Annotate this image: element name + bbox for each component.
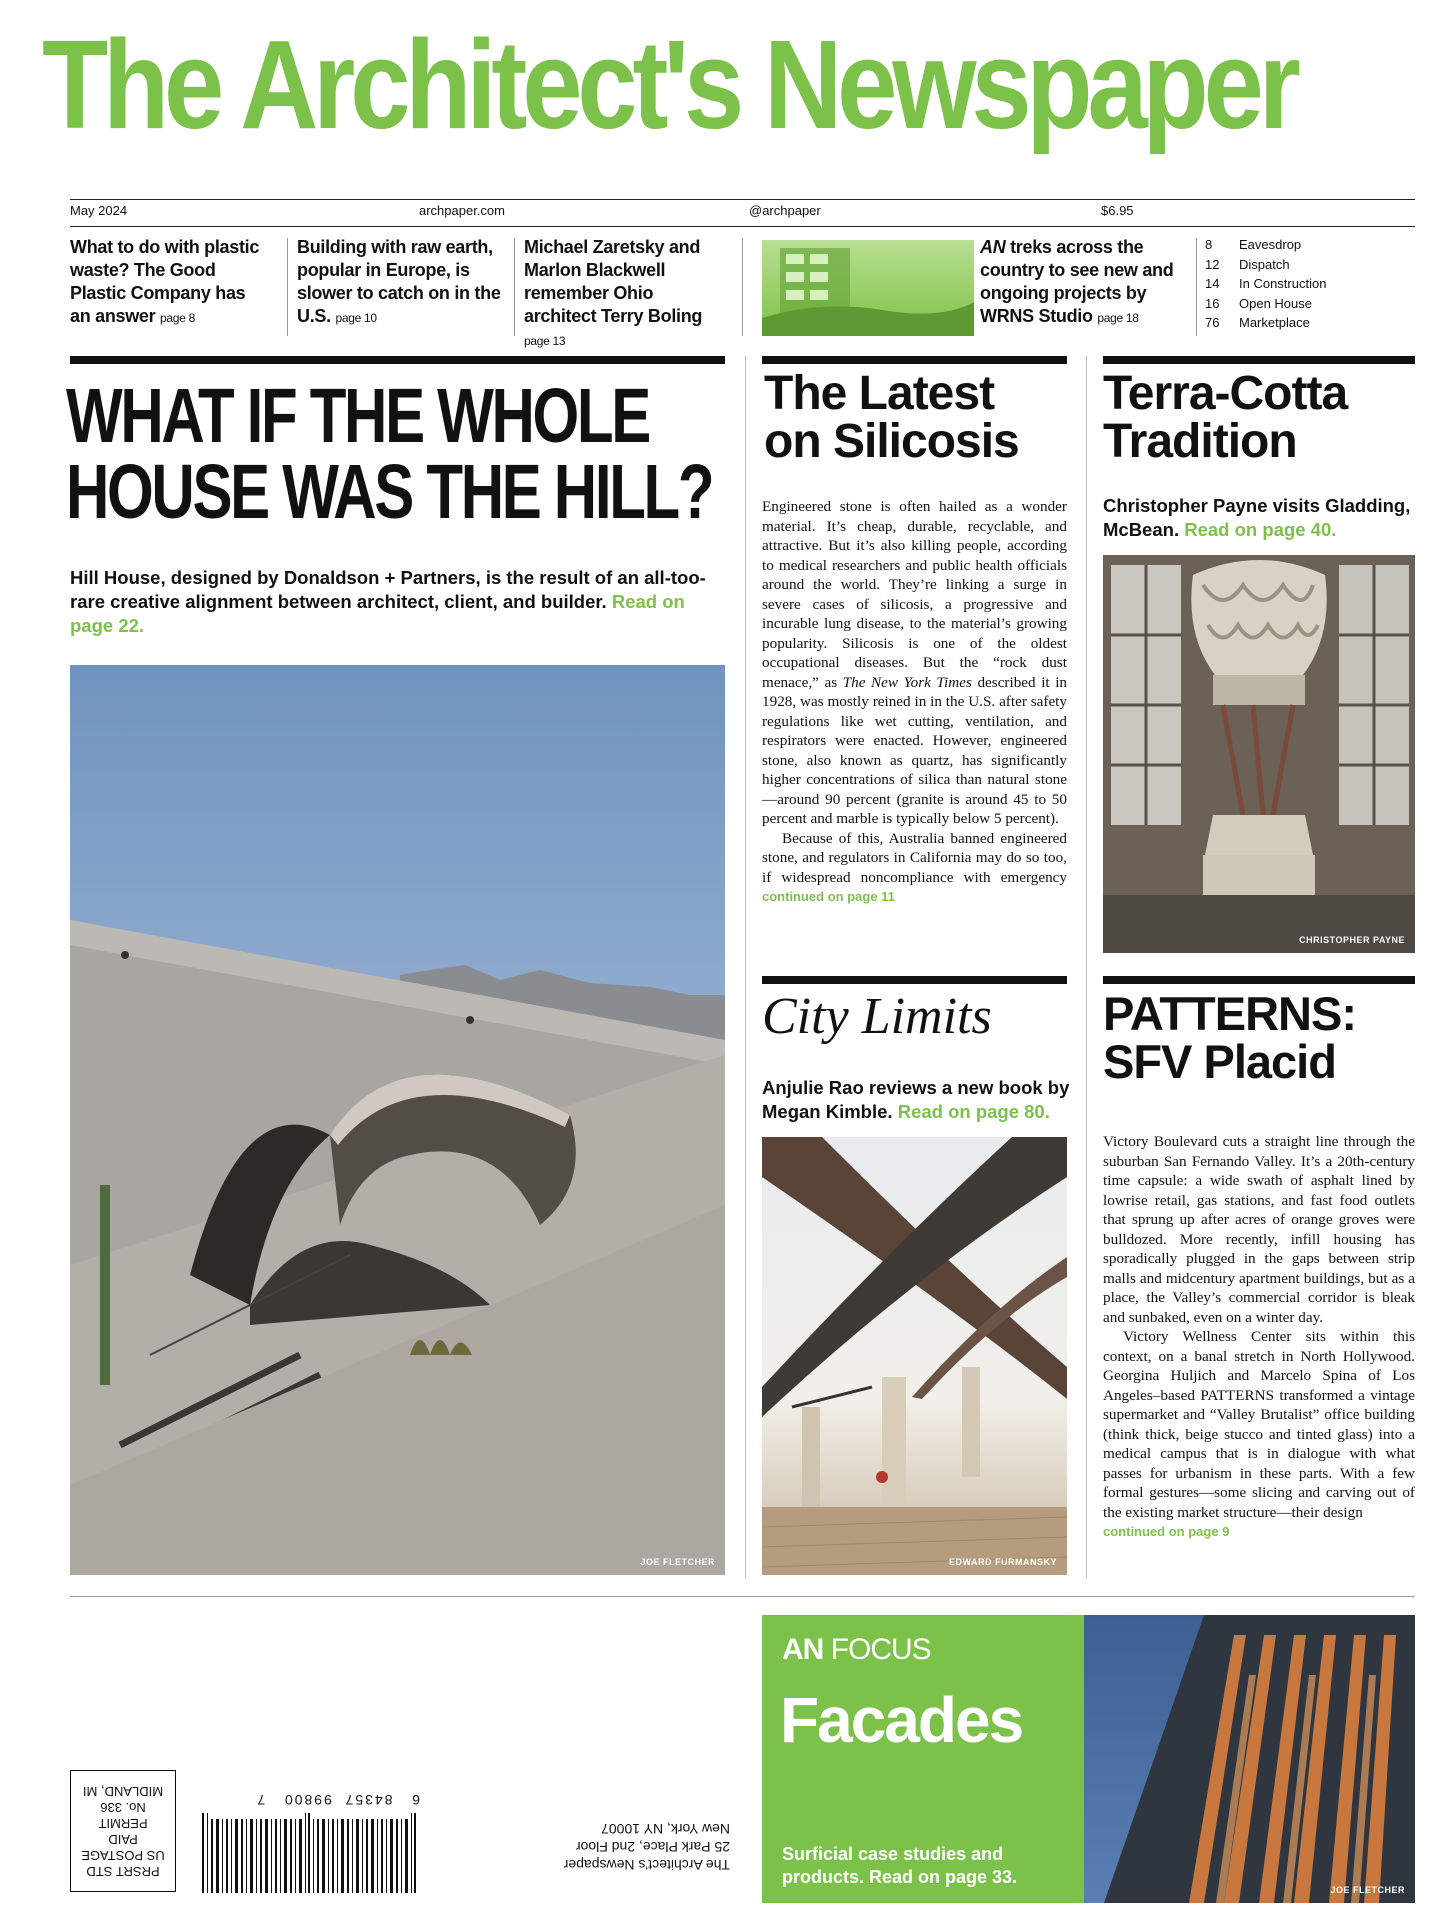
teaser-page: page 10: [335, 311, 377, 325]
address-line: 25 Park Place, 2nd Floor: [575, 1839, 730, 1855]
index-item[interactable]: 14 In Construction: [1205, 276, 1327, 291]
masthead: The Architect's Newspaper: [42, 14, 1296, 155]
patterns-paragraph: Victory Boulevard cuts a straight line through the suburban San Fernando Valley. It’s a 20th-century time capsule: a wide swath of asphalt lined by lowrise retail, gas stations, and fast food outlets that sprung up after acres of orange groves were bulldozed. More recently, infill housing has sporadically plugged in the gaps between strip malls and midcentury apartment buildings, but as a place, the Valley’s commercial corridor is bleak and sunbaked, even on a winter day.: [1103, 1133, 1415, 1326]
issue-date: May 2024: [70, 203, 128, 218]
index-item[interactable]: 8 Eavesdrop: [1205, 237, 1302, 252]
focus-dek: Surficial case studies and products. Read on page 33.: [782, 1844, 1018, 1887]
silicosis-paragraph: Engineered stone is often hailed as a wonder material. It’s cheap, durable, recyclable, and attractive. But it’s also killing people, according to medical researchers and public health officials around the world. They’re linking a surge in severe cases of silicosis, a progressive and incurable lung disease, to the material’s growing popularity. Silicosis is one of the oldest occupational diseases. But the “rock dust menace,” as The New York Times described it in 1928, was mostly reined in in the U.S. after safety regulations like wet cutting, ventilation, and respirators were enacted. However, engineered stone, also known as quartz, has significantly higher concentrations of silica than natural stone—around 90 percent (granite is around 45 to 50 percent and marble is typically below 5 percent).: [762, 498, 1068, 827]
section-rule: [1103, 356, 1415, 364]
address-line: The Architect’s Newspaper: [563, 1857, 730, 1873]
cover-read-link[interactable]: Read on page 22.: [70, 591, 685, 636]
teaser-emphasis: AN: [980, 237, 1006, 257]
photo-credit: CHRISTOPHER PAYNE: [1299, 935, 1405, 945]
cover-dek: [70, 566, 730, 638]
divider: [514, 238, 515, 336]
teaser-page: page 13: [524, 334, 566, 348]
citylimits-title: City Limits: [762, 988, 992, 1045]
terracotta-title-line: Tradition: [1103, 415, 1297, 468]
divider: [742, 238, 743, 336]
index-item[interactable]: 12 Dispatch: [1205, 256, 1290, 272]
patterns-title-line: PATTERNS:: [1103, 987, 1356, 1040]
postage-permit: PRSRT STD US POSTAGE PAID PERMIT No. 336 MIDLAND, MI: [70, 1770, 176, 1892]
teaser-wrns[interactable]: [980, 236, 1192, 330]
facades-photo: [1084, 1615, 1415, 1903]
barcode-number: 6 84357 99800 7: [255, 1792, 420, 1808]
section-rule: [762, 356, 1067, 364]
an-logo: AN: [782, 1633, 824, 1666]
cover-headline-line: WHAT IF THE WHOLE: [66, 373, 649, 459]
citylimits-read-link[interactable]: Read on page 80.: [897, 1101, 1050, 1122]
hill-house-photo: [70, 665, 725, 1575]
focus-label-text: FOCUS: [830, 1633, 931, 1666]
teaser-text: Michael Zaretsky and Marlon Blackwell remember Ohio architect Terry Boling: [524, 237, 703, 326]
building-thumbnail-image: [762, 240, 974, 336]
divider: [287, 238, 288, 336]
teaser-raw-earth[interactable]: [297, 236, 511, 330]
patterns-title-line: SFV Placid: [1103, 1035, 1336, 1088]
barcode-lines: [180, 1813, 420, 1893]
citylimits-dek: [762, 1076, 1072, 1124]
terracotta-read-link[interactable]: Read on page 40.: [1184, 519, 1337, 540]
teaser-plastic[interactable]: [70, 236, 270, 330]
terracotta-dek: [1103, 494, 1421, 542]
terracotta-photo: [1103, 555, 1415, 953]
divider: [70, 199, 1415, 200]
silicosis-continued-link[interactable]: continued on page 11: [762, 889, 895, 904]
citylimits-photo: [762, 1137, 1067, 1575]
patterns-continued-link[interactable]: continued on page 9: [1103, 1524, 1230, 1539]
wrns-thumbnail[interactable]: [762, 240, 974, 336]
divider: [70, 1596, 1415, 1597]
patterns-paragraph: Victory Wellness Center sits within this context, on a banal stretch in North Hollywood. Georgina Huljich and Marcelo Spina of Los Angeles–based PATTERNS transformed a vintage supermarket and “Valley Brutalist” office building (think thick, beige stucco and tinted glass) into a medical campus that is in dialogue with what passes for urbanism in these parts. With a few formal gestures—some slicing and carving out of the existing market structure—their design: [1103, 1328, 1415, 1521]
focus-panel[interactable]: [762, 1615, 1084, 1903]
freeway-image: [762, 1137, 1067, 1575]
terracotta-title: [1103, 367, 1348, 468]
barcode: [180, 1792, 420, 1893]
silicosis-body: [762, 497, 1067, 907]
teaser-text: What to do with plastic waste? The Good Plastic Company has an answer: [70, 237, 260, 326]
focus-title: Facades: [780, 1684, 1023, 1756]
teaser-boling[interactable]: [524, 236, 730, 353]
divider: [745, 356, 746, 1578]
silicosis-title-line: on Silicosis: [764, 415, 1019, 468]
price: $6.95: [1101, 203, 1134, 218]
photo-credit: JOE FLETCHER: [1330, 1885, 1405, 1895]
section-rule: [762, 976, 1067, 984]
hill-house-image: [70, 665, 725, 1575]
patterns-body: [1103, 1132, 1415, 1542]
teaser-text: treks across the country to see new and ongoing projects by WRNS Studio: [980, 237, 1174, 326]
terracotta-image: [1103, 555, 1415, 953]
silicosis-title-line: The Latest: [764, 367, 995, 420]
teaser-text: Building with raw earth, popular in Europe, is slower to catch on in the U.S.: [297, 237, 501, 326]
facade-image: [1084, 1615, 1415, 1903]
divider: [1086, 356, 1087, 1578]
mailing-address: [500, 1820, 730, 1874]
terracotta-title-line: Terra-Cotta: [1103, 367, 1348, 420]
patterns-title: [1103, 987, 1356, 1088]
citylimits-dek-text: Anjulie Rao reviews a new book by Megan Kimble.: [762, 1077, 1070, 1122]
photo-credit: JOE FLETCHER: [640, 1557, 715, 1567]
social-handle[interactable]: @archpaper: [749, 203, 821, 218]
teaser-page: page 8: [160, 311, 195, 325]
silicosis-paragraph: Because of this, Australia banned engineered stone, and regulators in California may do so too, if widespread noncompliance with emergency continued on page 11: [762, 829, 1067, 904]
index-item[interactable]: 16 Open House: [1205, 295, 1312, 311]
divider: [70, 226, 1415, 227]
address-line: New York, NY 10007: [601, 1821, 730, 1837]
section-rule: [1103, 976, 1415, 984]
section-rule: [70, 356, 725, 364]
contents-index: [1205, 235, 1326, 333]
silicosis-title: [764, 367, 1019, 468]
website[interactable]: archpaper.com: [419, 203, 505, 218]
teaser-page: page 18: [1097, 311, 1139, 325]
divider: [1196, 238, 1197, 336]
terracotta-dek-text: Christopher Payne visits Gladding, McBean.: [1103, 495, 1411, 540]
index-item[interactable]: 76 Marketplace: [1205, 315, 1310, 330]
cover-headline-line: HOUSE WAS THE HILL?: [66, 449, 713, 535]
focus-label: [782, 1633, 931, 1667]
cover-headline: [66, 373, 713, 535]
photo-credit: EDWARD FURMANSKY: [949, 1557, 1057, 1567]
cover-dek-text: Hill House, designed by Donaldson + Partners, is the result of an all-too-rare creative alignment between architect, client, and builder.: [70, 567, 706, 612]
